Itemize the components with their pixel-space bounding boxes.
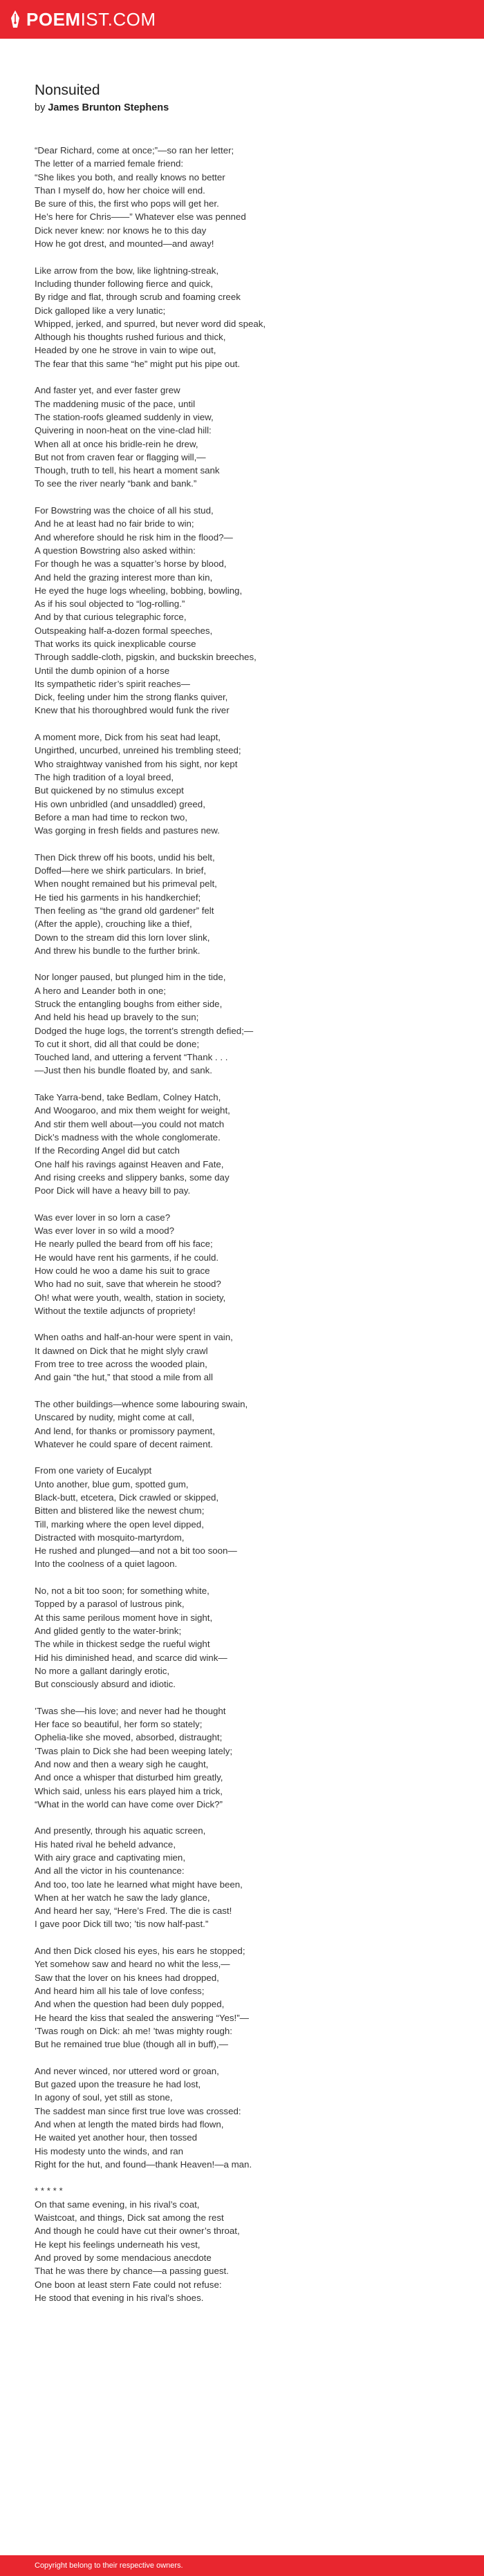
poem-line: And presently, through his aquatic screen, (35, 1825, 206, 1836)
poem-line: Unto another, blue gum, spotted gum, (35, 1478, 189, 1489)
stanza (35, 1464, 456, 1570)
poem-line: Waistcoat, and things, Dick sat among the rest (35, 2212, 224, 2224)
poem-line: The while in thickest sedge the rueful wight (35, 1639, 210, 1650)
poem-line: He rushed and plunged—and not a bit too soon— (35, 1545, 237, 1557)
poem-line: To cut it short, did all that could be done; (35, 1038, 200, 1049)
poem-line: Ungirthed, uncurbed, unreined his trembling steed; (35, 745, 241, 756)
poem-line: Take Yarra-bend, take Bedlam, Colney Hatch, (35, 1092, 221, 1103)
poem-line: Ophelia-like she moved, absorbed, distraught; (35, 1732, 223, 1743)
poem-line: Right for the hut, and found—thank Heaven!—a man. (35, 2159, 252, 2170)
poem-line: And threw his bundle to the further brink. (35, 945, 201, 956)
poem-line: Her face so beautiful, her form so stately; (35, 1719, 203, 1730)
copyright-notice: Copyright belong to their respective owners. (35, 2561, 183, 2570)
stanza (35, 970, 456, 1077)
poem-line: No, not a bit too soon; for something white, (35, 1586, 210, 1597)
poem-line: A moment more, Dick from his seat had leapt, (35, 732, 221, 743)
site-logo[interactable] (10, 10, 156, 29)
poem-line: And proved by some mendacious anecdote (35, 2252, 212, 2263)
poem-line: His hated rival he beheld advance, (35, 1839, 176, 1850)
poem-line: Its sympathetic rider’s spirit reaches— (35, 678, 190, 689)
stanza (35, 1398, 456, 1451)
poem-line: But not from craven fear or flagging will,— (35, 451, 206, 462)
poem-line: And stir them well about—you could not match (35, 1118, 225, 1129)
poem-line: The station-roofs gleamed suddenly in view, (35, 411, 214, 422)
poem-line: Although his thoughts rushed furious and thick, (35, 332, 226, 343)
poem-line: He kept his feelings underneath his vest, (35, 2239, 201, 2250)
poem-line: If the Recording Angel did but catch (35, 1145, 180, 1156)
poem-line: Before a man had time to reckon two, (35, 811, 187, 822)
poem-line: And rising creeks and slippery banks, some day (35, 1172, 230, 1183)
poem-line: And held his head up bravely to the sun; (35, 1012, 199, 1023)
poem-line: Dick, feeling under him the strong flanks quiver, (35, 692, 228, 703)
poem-line: Without the textile adjuncts of propriety! (35, 1305, 196, 1316)
logo-text (26, 10, 156, 28)
poem-line: And too, too late he learned what might have been, (35, 1879, 243, 1890)
poem-line: Was ever lover in so wild a mood? (35, 1225, 174, 1237)
poem-line: And when at length the mated birds had flown, (35, 2118, 224, 2130)
poem-byline (35, 101, 456, 115)
poem-line: Then Dick threw off his boots, undid his belt, (35, 852, 215, 863)
poem-line: And now and then a weary sigh he caught, (35, 1758, 209, 1769)
poem-line: That he was there by chance—a passing guest. (35, 2266, 229, 2277)
poem-line: His own unbridled (and unsaddled) greed, (35, 798, 205, 809)
poem-line: And glided gently to the water-brink; (35, 1625, 182, 1636)
poem-line: Whipped, jerked, and spurred, but never word did speak, (35, 318, 266, 329)
poem-line: As if his soul objected to “log-rolling.” (35, 599, 185, 610)
poem-line: When oaths and half-an-hour were spent in vain, (35, 1332, 233, 1343)
poem-line: Including thunder following fierce and quick, (35, 278, 213, 289)
poem-line: Touched land, and uttering a fervent “Thank . . . (35, 1052, 228, 1063)
poem-line: Hid his diminished head, and scarce did wink— (35, 1652, 227, 1663)
poem-line: Like arrow from the bow, like lightning-streak, (35, 265, 219, 276)
poem-line: (After the apple), crouching like a thief, (35, 919, 192, 930)
poem-line: Struck the entangling boughs from either side, (35, 999, 223, 1009)
poem-line: Dick’s madness with the whole conglomerate. (35, 1131, 221, 1143)
poem-line: I gave poor Dick till two; ’tis now half-past.” (35, 1919, 209, 1930)
poem-line: And by that curious telegraphic force, (35, 612, 187, 623)
poem-line: How could he woo a dame his suit to grace (35, 1265, 210, 1276)
poem-line: To see the river nearly “bank and bank.” (35, 478, 197, 489)
poem-line: On that same evening, in his rival’s coat, (35, 2199, 200, 2210)
poem-line: The fear that this same “he” might put his pipe out. (35, 358, 241, 369)
poem-line: The saddest man since first true love was crossed: (35, 2105, 241, 2116)
poem-line: Who straightway vanished from his sight, nor kept (35, 758, 238, 769)
poem-line: Until the dumb opinion of a horse (35, 665, 170, 676)
poem-line: “She likes you both, and really knows no better (35, 171, 225, 182)
poem-line: And faster yet, and ever faster grew (35, 385, 180, 396)
poem-line: And never winced, nor uttered word or groan, (35, 2065, 219, 2076)
poem-line: Though, truth to tell, his heart a moment sank (35, 465, 220, 476)
poem-line: The letter of a married female friend: (35, 158, 184, 169)
poem-line: No more a gallant daringly erotic, (35, 1665, 170, 1676)
stanza (35, 731, 456, 837)
poem-line: Into the coolness of a quiet lagoon. (35, 1559, 178, 1570)
poem-line: Topped by a parasol of lustrous pink, (35, 1599, 185, 1610)
poem-line: And lend, for thanks or promissory payment, (35, 1425, 215, 1436)
poem-line: And then Dick closed his eyes, his ears he stopped; (35, 1946, 245, 1957)
poem-line: A hero and Leander both in one; (35, 985, 167, 996)
poem-line: When at her watch he saw the lady glance, (35, 1892, 210, 1903)
poem-line: He’s here for Chris——” Whatever else was penned (35, 211, 246, 223)
poem-line: One half his ravings against Heaven and Fate, (35, 1158, 224, 1169)
poem-line: He stood that evening in his rival’s shoes. (35, 2292, 204, 2303)
poem-line: Knew that his thoroughbred would funk the river (35, 705, 230, 716)
poem-line: From one variety of Eucalypt (35, 1465, 152, 1476)
poem-line: How he got drest, and mounted—and away! (35, 238, 214, 250)
poem-line: By ridge and flat, through scrub and foaming creek (35, 292, 241, 303)
poem-line: He would have rent his garments, if he could. (35, 1252, 219, 1263)
poem-line: Be sure of this, the first who pops will get her. (35, 198, 219, 209)
stanza (35, 264, 456, 370)
poem-line: At this same perilous moment hove in sight, (35, 1612, 213, 1623)
poem-line: Nor longer paused, but plunged him in the tide, (35, 972, 226, 983)
poem-line: Which said, unless his ears played him a trick, (35, 1785, 223, 1796)
poem-line: And Woogaroo, and mix them weight for weight, (35, 1105, 230, 1116)
poem-line: His modesty unto the winds, and ran (35, 2145, 184, 2156)
poem-line: It dawned on Dick that he might slyly crawl (35, 1345, 208, 1356)
poem-line: Headed by one he strove in vain to wipe out, (35, 345, 216, 356)
poem-line: A question Bowstring also asked within: (35, 545, 196, 556)
poem-line: Unscared by nudity, might come at call, (35, 1412, 195, 1423)
poem-line: Was ever lover in so lorn a case? (35, 1212, 171, 1223)
poem-line: That works its quick inexplicable course (35, 638, 196, 649)
poem-line: For though he was a squatter’s horse by blood, (35, 558, 227, 570)
poem-line: With airy grace and captivating mien, (35, 1852, 186, 1863)
stanza (35, 1584, 456, 1691)
poem-line: Black-butt, etcetera, Dick crawled or skipped, (35, 1492, 219, 1503)
stanza (35, 1211, 456, 1317)
poem-line: Saw that the lover on his knees had dropped, (35, 1972, 219, 1983)
poem-line: And heard him all his tale of love confess; (35, 1985, 205, 1996)
stanza (35, 2065, 456, 2171)
poem-line: “What in the world can have come over Dick?” (35, 1798, 223, 1809)
poem-line: Oh! what were youth, wealth, station in society, (35, 1292, 226, 1303)
stanza (35, 1824, 456, 1930)
poem-line: From tree to tree across the wooded plain, (35, 1359, 207, 1370)
poem-line: —Just then his bundle floated by, and sank. (35, 1065, 212, 1076)
poem-line: Down to the stream did this lorn lover slink, (35, 932, 210, 943)
poem-line: Outspeaking half-a-dozen formal speeches, (35, 625, 213, 636)
stanza (35, 384, 456, 490)
poem-line: And when the question had been duly popped, (35, 1999, 225, 2010)
site-footer (0, 2555, 484, 2576)
poem-line: And he at least had no fair bride to win; (35, 518, 194, 529)
poem-line: But consciously absurd and idiotic. (35, 1679, 176, 1690)
poem-line: Dodged the huge logs, the torrent’s strength defied;— (35, 1025, 254, 1036)
stanza (35, 1331, 456, 1384)
poem-line: And wherefore should he risk him in the flood?— (35, 532, 233, 543)
site-header (0, 0, 484, 39)
poem-line: ’Twas plain to Dick she had been weeping lately; (35, 1745, 233, 1756)
stanza (35, 1944, 456, 2051)
stanza (35, 851, 456, 957)
poem-title: Nonsuited (35, 82, 100, 98)
author-link[interactable]: James Brunton Stephens (48, 102, 169, 113)
poem-line: But he remained true blue (though all in buff),— (35, 2039, 228, 2050)
poem-line: And heard her say, “Here’s Fred. The die is cast! (35, 1906, 232, 1917)
poem-content (35, 82, 456, 2318)
poem-line: Poor Dick will have a heavy bill to pay. (35, 1185, 191, 1196)
poem-line: For Bowstring was the choice of all his stud, (35, 505, 214, 516)
poem-line: And once a whisper that disturbed him greatly, (35, 1772, 223, 1783)
poem-line: He tied his garments in his handkerchief; (35, 892, 201, 903)
poem-line: In agony of soul, yet still as stone, (35, 2092, 173, 2103)
poem-line: The maddening music of the pace, until (35, 398, 196, 409)
poem-line: And though he could have cut their owner’s throat, (35, 2226, 240, 2237)
poem-line: He waited yet another hour, then tossed (35, 2132, 198, 2143)
poem-line: But gazed upon the treasure he had lost, (35, 2079, 201, 2090)
poem-line: But quickened by no stimulus except (35, 785, 184, 796)
stanza (35, 1704, 456, 1811)
poem-line: Bitten and blistered like the newest chum; (35, 1505, 205, 1516)
poem-line: ’Twas rough on Dick: ah me! ’twas mighty rough: (35, 2025, 233, 2036)
poem-line: Doffed—here we shirk particulars. In brief, (35, 865, 207, 876)
stanza (35, 504, 456, 717)
poem-line: Who had no suit, save that wherein he stood? (35, 1279, 221, 1290)
poem-line: He eyed the huge logs wheeling, bobbing, bowling, (35, 585, 243, 596)
poem-line: Was gorging in fresh fields and pastures new. (35, 825, 220, 836)
poem-line: He nearly pulled the beard from off his face; (35, 1239, 213, 1250)
poem-line: He heard the kiss that sealed the answering “Yes!”— (35, 2012, 249, 2023)
pen-nib-icon (10, 10, 21, 29)
poem-line: Whatever he could spare of decent raiment. (35, 1438, 213, 1449)
poem-line: Then feeling as “the grand old gardener” felt (35, 905, 214, 916)
byline-prefix: by (35, 102, 46, 113)
poem-line: “Dear Richard, come at once;”—so ran her letter; (35, 145, 234, 156)
poem-line: Quivering in noon-heat on the vine-clad hill: (35, 425, 212, 436)
poem-line: One boon at least stern Fate could not refuse: (35, 2279, 222, 2290)
poem-line: The high tradition of a loyal breed, (35, 771, 174, 782)
logo-text-light: IST.COM (80, 9, 156, 30)
poem-line: When nought remained but his primeval pelt, (35, 878, 217, 890)
logo-text-strong: POEM (26, 9, 81, 30)
poem-line: When all at once his bridle-rein he drew, (35, 438, 198, 449)
poem-line: The other buildings—whence some labouring swain, (35, 1398, 248, 1409)
poem-line: Dick galloped like a very lunatic; (35, 305, 166, 316)
poem-line: Distracted with mosquito-martyrdom, (35, 1532, 185, 1543)
stanza (35, 1091, 456, 1197)
poem-body (35, 144, 456, 2304)
poem-line: And all the victor in his countenance: (35, 1865, 185, 1877)
poem-line: And gain “the hut,” that stood a mile from all (35, 1372, 213, 1383)
poem-line: And held the grazing interest more than kin, (35, 572, 213, 583)
poem-line: Dick never knew: nor knows he to this day (35, 225, 207, 236)
poem-line: Through saddle-cloth, pigskin, and buckskin breeches, (35, 652, 257, 663)
stanza (35, 144, 456, 250)
poem-line: * * * * * (35, 2185, 63, 2197)
poem-line: Yet somehow saw and heard no whit the less,— (35, 1959, 230, 1970)
poem-line: Till, marking where the open level dipped, (35, 1519, 204, 1530)
poem-line: ’Twas she—his love; and never had he thought (35, 1705, 226, 1716)
stanza (35, 2184, 456, 2304)
poem-line: Than I myself do, how her choice will end. (35, 185, 205, 196)
